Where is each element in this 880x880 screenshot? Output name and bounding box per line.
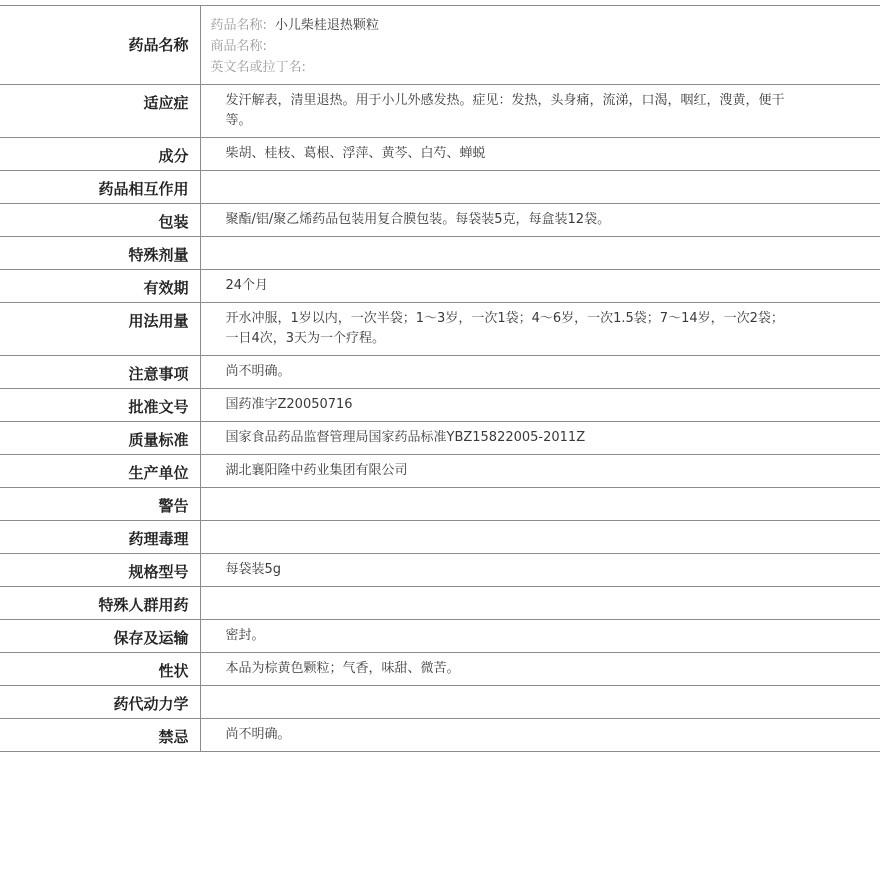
row-value — [200, 237, 880, 270]
table-row-storage — [0, 620, 880, 653]
row-value-text: 开水冲服，1岁以内，一次半袋；1～3岁，一次1袋；4～6岁，一次1.5袋；7～14岁，一次2袋；一日4次，3天为一个疗程。 — [225, 311, 784, 346]
row-label: 药品相互作用 — [0, 171, 200, 204]
trade-name-key: 商品名称: — [210, 39, 267, 54]
row-value — [200, 686, 880, 719]
table-row-interactions — [0, 171, 880, 204]
table-row-manufacturer — [0, 455, 880, 488]
table-row-packaging — [0, 204, 880, 237]
table-row-contraindications — [0, 719, 880, 752]
row-label: 药代动力学 — [0, 686, 200, 719]
row-value — [200, 521, 880, 554]
latin-name-line — [211, 57, 880, 78]
row-label: 特殊剂量 — [0, 237, 200, 270]
row-value — [200, 554, 880, 587]
table-row-warning — [0, 488, 880, 521]
table-row-indications — [0, 85, 880, 138]
row-value-text: 国家食品药品监督管理局国家药品标准YBZ15822005-2011Z — [225, 430, 586, 445]
row-value — [200, 422, 880, 455]
row-value — [200, 138, 880, 171]
row-value — [200, 719, 880, 752]
table-row-special-populations — [0, 587, 880, 620]
table-row-ingredients — [0, 138, 880, 171]
row-value — [200, 653, 880, 686]
row-label: 批准文号 — [0, 389, 200, 422]
row-value — [200, 587, 880, 620]
table-row-shelf-life — [0, 270, 880, 303]
table-row-specification — [0, 554, 880, 587]
row-value — [200, 85, 880, 138]
row-value-text: 24个月 — [225, 278, 269, 293]
row-value-text: 尚不明确。 — [225, 364, 291, 379]
table-row-approval-number — [0, 389, 880, 422]
row-value — [200, 270, 880, 303]
table-row-appearance — [0, 653, 880, 686]
latin-name-key: 英文名或拉丁名: — [210, 60, 306, 75]
row-value-text: 本品为棕黄色颗粒；气香，味甜、微苦。 — [225, 661, 460, 676]
row-label: 药品名称 — [0, 6, 200, 85]
table-row-special-dosage — [0, 237, 880, 270]
row-value-text: 柴胡、桂枝、葛根、浮萍、黄芩、白芍、蝉蜕 — [225, 146, 486, 161]
generic-name-value: 小儿柴桂退热颗粒 — [274, 18, 379, 33]
row-value-text: 发汗解表，清里退热。用于小儿外感发热。症见：发热，头身痛，流涕，口渴，咽红，溲黄，便干等。 — [225, 93, 785, 128]
row-value — [200, 620, 880, 653]
row-label: 警告 — [0, 488, 200, 521]
row-value — [200, 204, 880, 237]
row-value — [200, 356, 880, 389]
row-value-text: 湖北襄阳隆中药业集团有限公司 — [225, 463, 408, 478]
row-value-text: 尚不明确。 — [225, 727, 291, 742]
row-label: 药理毒理 — [0, 521, 200, 554]
row-label: 注意事项 — [0, 356, 200, 389]
row-value — [200, 171, 880, 204]
row-label: 成分 — [0, 138, 200, 171]
row-value-text: 密封。 — [225, 628, 265, 643]
row-label: 保存及运输 — [0, 620, 200, 653]
row-label: 特殊人群用药 — [0, 587, 200, 620]
table-row-dosage — [0, 303, 880, 356]
table-row-pharmacology — [0, 521, 880, 554]
row-label: 包装 — [0, 204, 200, 237]
table-row-quality-standard — [0, 422, 880, 455]
generic-name-key: 药品名称: — [210, 18, 267, 33]
row-value-text: 聚酯/铝/聚乙烯药品包装用复合膜包装。每袋装5克，每盒装12袋。 — [225, 212, 611, 227]
table-row-precautions — [0, 356, 880, 389]
row-label: 性状 — [0, 653, 200, 686]
row-value — [200, 455, 880, 488]
row-label: 禁忌 — [0, 719, 200, 752]
row-value — [200, 389, 880, 422]
row-value — [200, 488, 880, 521]
generic-name-line — [211, 15, 880, 36]
row-value-text: 每袋装5g — [225, 562, 282, 577]
row-label: 有效期 — [0, 270, 200, 303]
table-row-pharmacokinetics — [0, 686, 880, 719]
row-value — [200, 303, 880, 356]
trade-name-line — [211, 36, 880, 57]
table-row-drug-name — [0, 6, 880, 85]
drug-names-cell — [200, 6, 880, 85]
row-label: 质量标准 — [0, 422, 200, 455]
row-label: 生产单位 — [0, 455, 200, 488]
drug-info-table — [0, 5, 880, 752]
row-label: 规格型号 — [0, 554, 200, 587]
row-label: 用法用量 — [0, 303, 200, 356]
row-label: 适应症 — [0, 85, 200, 138]
row-value-text: 国药准字Z20050716 — [225, 397, 353, 412]
